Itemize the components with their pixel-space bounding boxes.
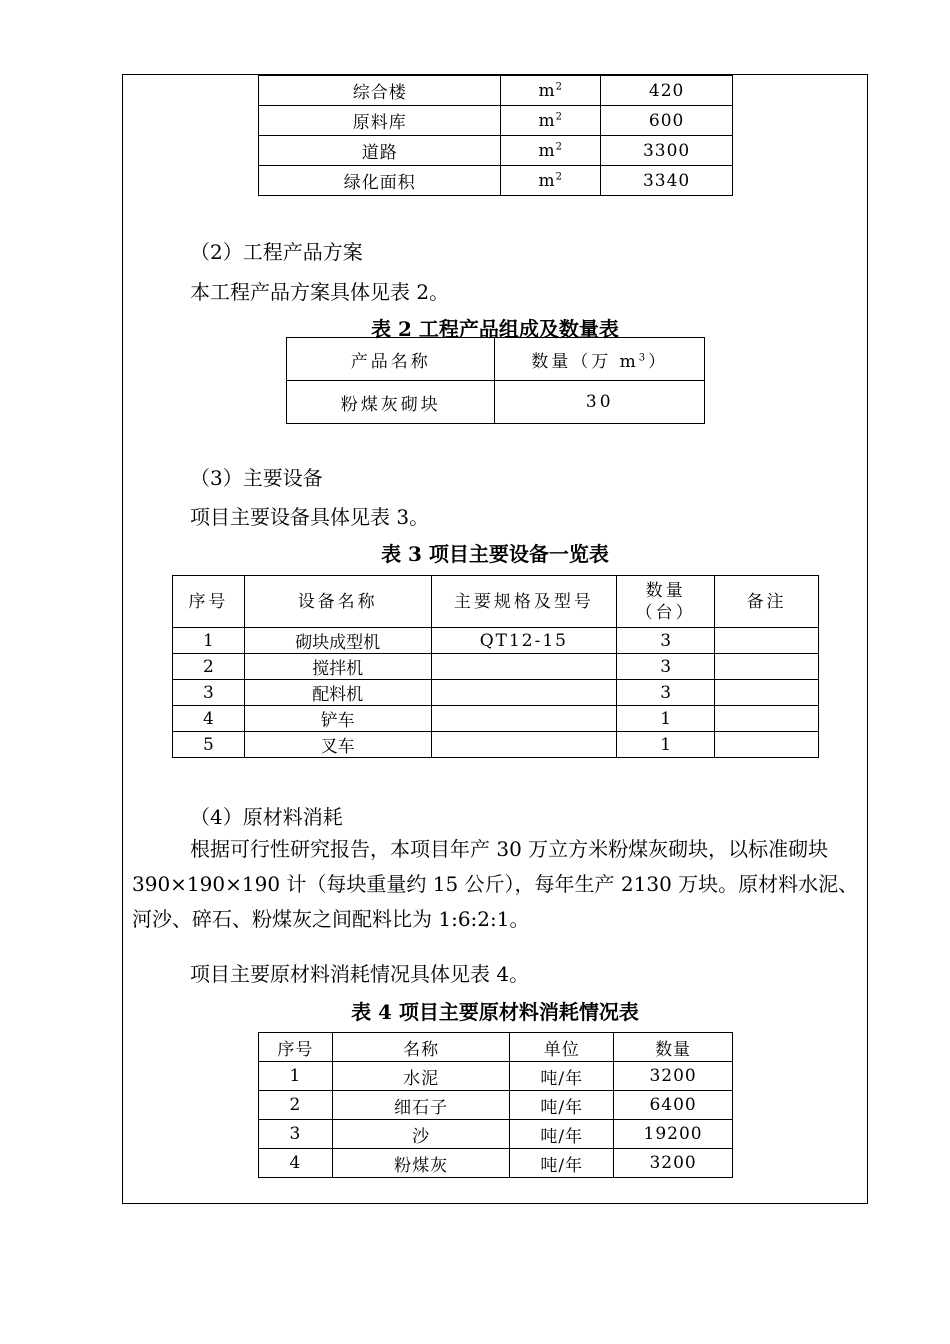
cell-name: 原料库 — [259, 106, 501, 136]
table4-caption: 表 4 项目主要原材料消耗情况表 — [351, 1000, 639, 1024]
section3-heading: （3）主要设备 — [190, 466, 323, 490]
table2-caption: 表 2 工程产品组成及数量表 — [371, 317, 619, 341]
header-name: 设备名称 — [244, 576, 431, 628]
header-remark: 备注 — [715, 576, 819, 628]
cell-name: 细石子 — [332, 1091, 510, 1120]
header-spec: 主要规格及型号 — [431, 576, 617, 628]
cell-no: 4 — [259, 1149, 333, 1178]
table-row — [173, 706, 819, 732]
cell-name: 配料机 — [244, 680, 431, 706]
cell-name: 道路 — [259, 136, 501, 166]
cell-product-name: 粉煤灰砌块 — [287, 381, 495, 424]
table3-caption: 表 3 项目主要设备一览表 — [381, 542, 609, 566]
table-header-row — [287, 338, 705, 381]
section2-text: 本工程产品方案具体见表 2。 — [190, 280, 450, 304]
cell-unit: 吨/年 — [510, 1091, 614, 1120]
cell-remark — [715, 680, 819, 706]
cell-name: 叉车 — [244, 732, 431, 758]
cell-qty: 3 — [617, 628, 715, 654]
cell-value: 3300 — [601, 136, 733, 166]
cell-qty: 3200 — [614, 1149, 733, 1178]
header-no: 序号 — [259, 1033, 333, 1062]
cell-no: 3 — [259, 1120, 333, 1149]
header-product-name: 产品名称 — [287, 338, 495, 381]
cell-spec: QT12-15 — [431, 628, 617, 654]
table-row — [173, 680, 819, 706]
cell-qty: 6400 — [614, 1091, 733, 1120]
cell-qty: 3200 — [614, 1062, 733, 1091]
header-qty: 数量 — [614, 1033, 733, 1062]
cell-remark — [715, 654, 819, 680]
cell-qty: 19200 — [614, 1120, 733, 1149]
section4-paragraph: 根据可行性研究报告，本项目年产 30 万立方米粉煤灰砌块，以标准砌块 390×190×190 计（每块重量约 15 公斤），每年生产 2130 万块。原材料水泥、河沙、碎石、粉煤灰之间配料比为 1:6:2:1。 — [132, 837, 859, 931]
table-row — [173, 654, 819, 680]
cell-name: 绿化面积 — [259, 166, 501, 196]
table-row — [259, 1062, 733, 1091]
construction-area-table — [258, 75, 733, 196]
cell-unit: $m^2$ — [501, 76, 601, 106]
cell-qty: 1 — [617, 732, 715, 758]
table-header-row — [259, 1033, 733, 1062]
product-table — [286, 337, 705, 424]
table-row — [259, 76, 733, 106]
cell-quantity: 30 — [495, 381, 705, 424]
cell-spec — [431, 732, 617, 758]
cell-name: 水泥 — [332, 1062, 510, 1091]
cell-name: 综合楼 — [259, 76, 501, 106]
cell-no: 5 — [173, 732, 245, 758]
cell-value: 3340 — [601, 166, 733, 196]
cell-unit: 吨/年 — [510, 1062, 614, 1091]
equipment-table — [172, 575, 819, 758]
table-header-row — [173, 576, 819, 628]
cell-qty: 3 — [617, 680, 715, 706]
cell-name: 砌块成型机 — [244, 628, 431, 654]
table-row — [173, 628, 819, 654]
table-row — [287, 381, 705, 424]
section2-heading: （2）工程产品方案 — [190, 240, 363, 264]
cell-name: 沙 — [332, 1120, 510, 1149]
cell-no: 1 — [259, 1062, 333, 1091]
cell-no: 4 — [173, 706, 245, 732]
section4-heading: （4）原材料消耗 — [190, 805, 343, 829]
header-qty: 数量 （台） — [617, 576, 715, 628]
table-row — [259, 1120, 733, 1149]
section4-text: 项目主要原材料消耗情况具体见表 4。 — [190, 962, 530, 986]
table-row — [259, 106, 733, 136]
cell-qty: 1 — [617, 706, 715, 732]
cell-qty: 3 — [617, 654, 715, 680]
cell-unit: $m^2$ — [501, 166, 601, 196]
header-quantity: 数量（万 $m^3$） — [495, 338, 705, 381]
cell-no: 2 — [173, 654, 245, 680]
table-row — [259, 1091, 733, 1120]
table-row — [259, 166, 733, 196]
cell-remark — [715, 628, 819, 654]
table-row — [259, 1149, 733, 1178]
cell-no: 1 — [173, 628, 245, 654]
header-name: 名称 — [332, 1033, 510, 1062]
cell-name: 搅拌机 — [244, 654, 431, 680]
cell-no: 2 — [259, 1091, 333, 1120]
cell-value: 420 — [601, 76, 733, 106]
cell-spec — [431, 706, 617, 732]
cell-name: 铲车 — [244, 706, 431, 732]
header-unit: 单位 — [510, 1033, 614, 1062]
cell-unit: $m^2$ — [501, 106, 601, 136]
header-no: 序号 — [173, 576, 245, 628]
section3-text: 项目主要设备具体见表 3。 — [190, 505, 430, 529]
cell-remark — [715, 732, 819, 758]
table-row — [259, 136, 733, 166]
material-consumption-table — [258, 1032, 733, 1178]
cell-spec — [431, 654, 617, 680]
cell-unit: 吨/年 — [510, 1149, 614, 1178]
cell-name: 粉煤灰 — [332, 1149, 510, 1178]
cell-spec — [431, 680, 617, 706]
cell-no: 3 — [173, 680, 245, 706]
cell-value: 600 — [601, 106, 733, 136]
cell-unit: 吨/年 — [510, 1120, 614, 1149]
cell-unit: $m^2$ — [501, 136, 601, 166]
table-row — [173, 732, 819, 758]
cell-remark — [715, 706, 819, 732]
